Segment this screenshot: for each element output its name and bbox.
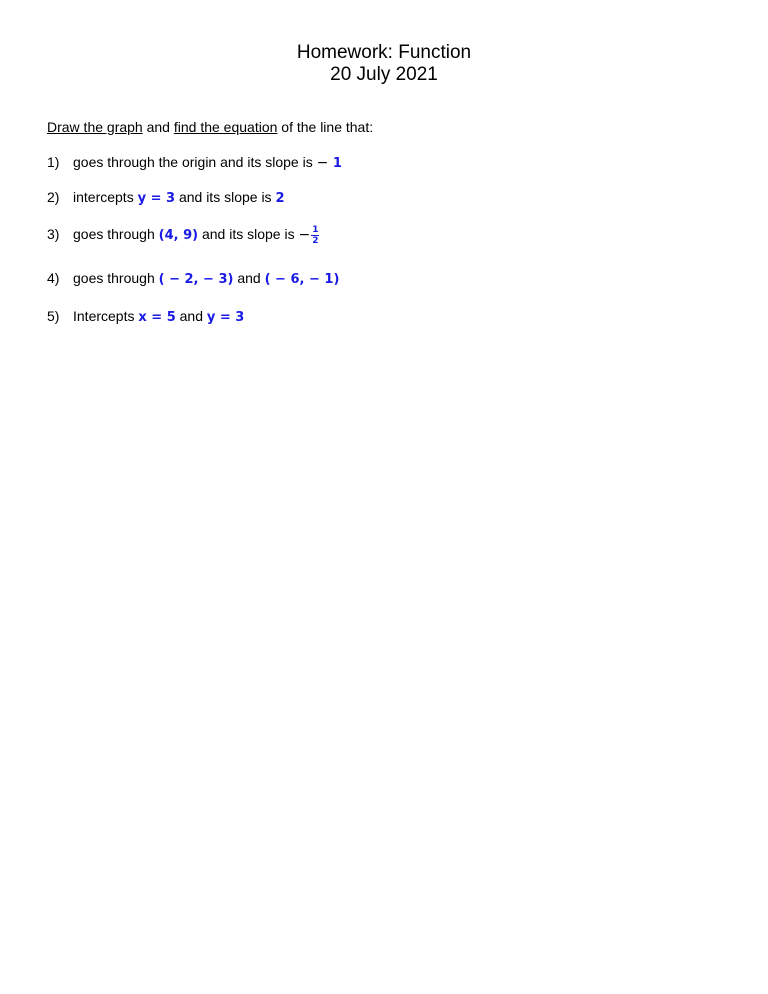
item-text: and its slope is <box>175 189 276 205</box>
intercept-expression-2: y = 3 <box>206 310 245 325</box>
intercept-expression: y = 3 <box>137 191 176 206</box>
item-text: intercepts <box>73 189 138 205</box>
item-number: 1) <box>47 154 60 170</box>
instruction <box>47 118 373 136</box>
item-text: and <box>233 270 265 286</box>
list-item-1 <box>47 153 342 173</box>
list-item-2 <box>47 188 285 208</box>
item-text: and <box>175 308 207 324</box>
instruction-and: and <box>142 119 174 135</box>
minus-sign: − <box>316 155 329 171</box>
item-text: and its slope is <box>198 226 299 243</box>
item-text: goes through <box>73 226 159 243</box>
fraction-denominator: 2 <box>312 236 319 246</box>
item-text: goes through <box>73 270 159 286</box>
instruction-tail: of the line that: <box>277 119 374 135</box>
point-expression: (4, 9) <box>158 228 199 244</box>
point-expression-2: ( − 6, − 1) <box>264 272 340 287</box>
list-item-3 <box>47 225 319 246</box>
title-text: Homework: Function <box>296 42 472 63</box>
slope-value: 2 <box>275 191 285 206</box>
item-number: 2) <box>47 189 60 205</box>
page-title <box>0 42 768 86</box>
point-expression: ( − 2, − 3) <box>158 272 234 287</box>
list-item-4 <box>47 269 339 289</box>
item-text: goes through the origin and its slope is <box>73 154 317 170</box>
intercept-expression: x = 5 <box>138 310 176 325</box>
minus-sign: − <box>298 227 311 244</box>
instruction-draw-graph: Draw the graph <box>47 119 143 135</box>
date-text: 20 July 2021 <box>330 64 438 85</box>
instruction-find-equation: find the equation <box>173 119 278 135</box>
item-number: 3) <box>47 226 60 243</box>
slope-value: 1 <box>328 156 342 171</box>
item-text: Intercepts <box>73 308 139 324</box>
item-number: 5) <box>47 308 60 324</box>
list-item-5 <box>47 307 244 327</box>
slope-fraction <box>311 225 319 246</box>
fraction-numerator: 1 <box>312 225 319 235</box>
item-number: 4) <box>47 270 60 286</box>
